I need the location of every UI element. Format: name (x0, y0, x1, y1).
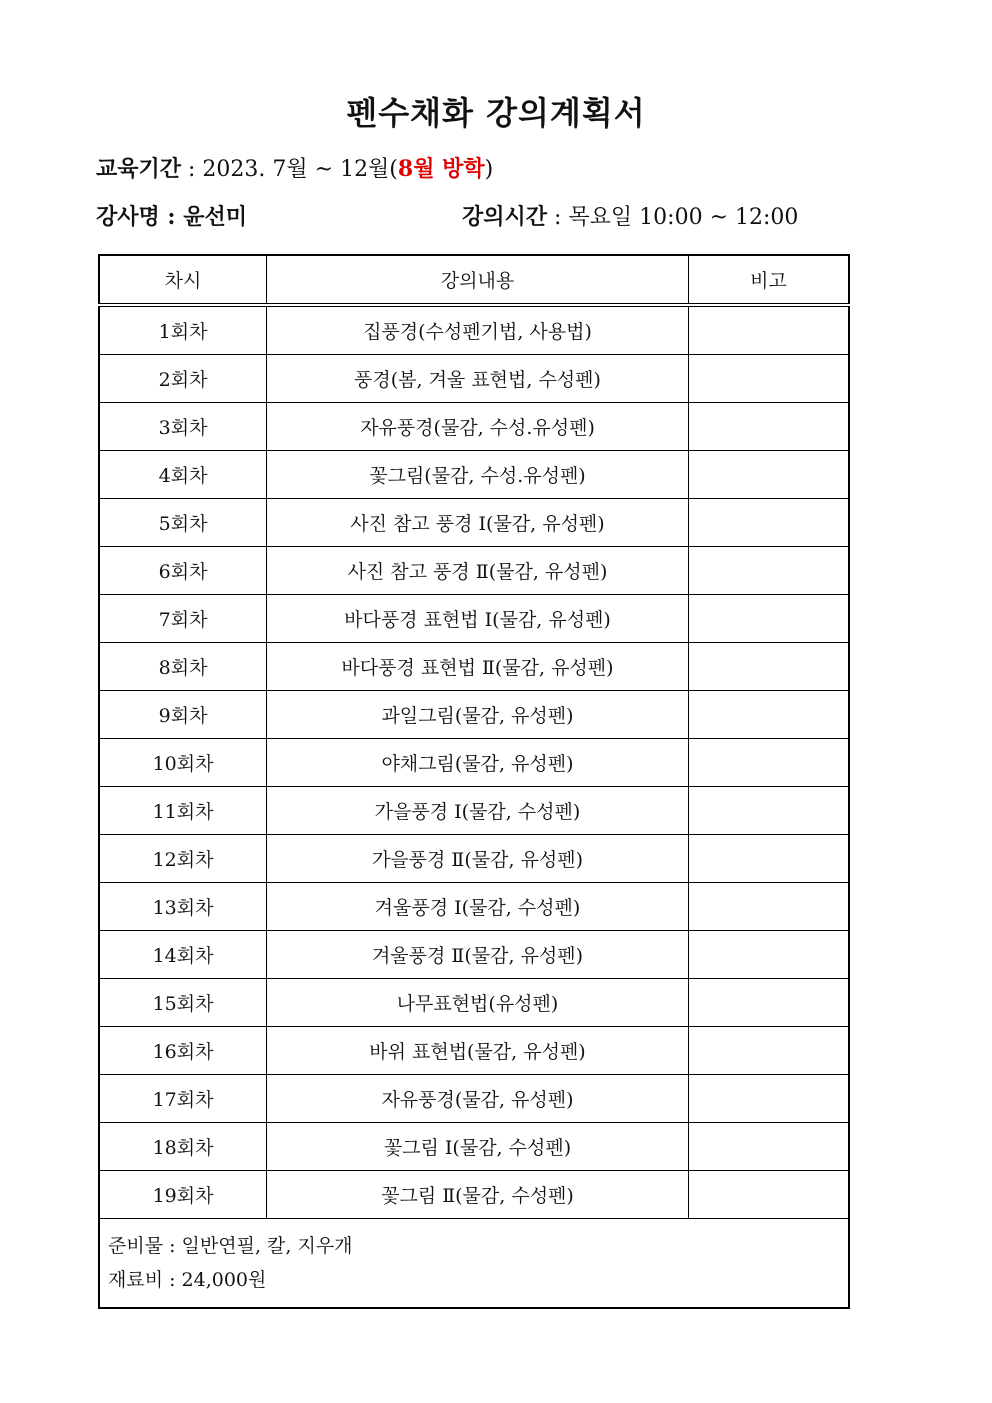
note-cell (688, 403, 849, 451)
table-row (99, 979, 849, 1027)
table-row (99, 643, 849, 691)
session-cell: 6회차 (99, 547, 267, 595)
session-cell: 14회차 (99, 931, 267, 979)
header-session: 차시 (99, 255, 267, 305)
content-cell: 꽃그림 Ⅰ(물감, 수성펜) (267, 1123, 689, 1171)
period-value: 2023. 7월 ~ 12월( (202, 157, 398, 182)
content-cell: 나무표현법(유성펜) (267, 979, 689, 1027)
footer-cell (99, 1219, 849, 1309)
content-cell: 자유풍경(물감, 유성펜) (267, 1075, 689, 1123)
content-cell: 꽃그림 Ⅱ(물감, 수성펜) (267, 1171, 689, 1219)
session-cell: 2회차 (99, 355, 267, 403)
table-row (99, 691, 849, 739)
session-cell: 3회차 (99, 403, 267, 451)
note-cell (688, 931, 849, 979)
content-cell: 가을풍경 Ⅱ(물감, 유성펜) (267, 835, 689, 883)
header-content: 강의내용 (267, 255, 689, 305)
session-cell: 4회차 (99, 451, 267, 499)
table-row (99, 787, 849, 835)
note-cell (688, 355, 849, 403)
table-row (99, 451, 849, 499)
content-cell: 집풍경(수성펜기법, 사용법) (267, 305, 689, 355)
note-cell (688, 451, 849, 499)
note-cell (688, 739, 849, 787)
fee-text: 재료비 : 24,000원 (108, 1269, 267, 1291)
table-row (99, 1075, 849, 1123)
note-cell (688, 979, 849, 1027)
content-cell: 과일그림(물감, 유성펜) (267, 691, 689, 739)
table-row (99, 1123, 849, 1171)
note-cell (688, 547, 849, 595)
table-row (99, 547, 849, 595)
session-cell: 12회차 (99, 835, 267, 883)
content-cell: 바다풍경 표현법 Ⅱ(물감, 유성펜) (267, 643, 689, 691)
session-cell: 19회차 (99, 1171, 267, 1219)
note-cell (688, 883, 849, 931)
content-cell: 자유풍경(물감, 수성.유성펜) (267, 403, 689, 451)
content-cell: 야채그림(물감, 유성펜) (267, 739, 689, 787)
note-cell (688, 643, 849, 691)
time-label: 강의시간 (462, 204, 548, 230)
note-cell (688, 1075, 849, 1123)
note-cell (688, 305, 849, 355)
session-cell: 11회차 (99, 787, 267, 835)
session-cell: 7회차 (99, 595, 267, 643)
table-row (99, 403, 849, 451)
content-cell: 사진 참고 풍경 Ⅱ(물감, 유성펜) (267, 547, 689, 595)
document-title: 펜수채화 강의계획서 (346, 94, 646, 132)
instructor-line (96, 200, 247, 231)
instructor-name: 윤선미 (183, 204, 247, 230)
session-cell: 18회차 (99, 1123, 267, 1171)
table-header-row (99, 255, 849, 305)
note-cell (688, 1171, 849, 1219)
session-cell: 8회차 (99, 643, 267, 691)
table-row (99, 739, 849, 787)
content-cell: 바다풍경 표현법 Ⅰ(물감, 유성펜) (267, 595, 689, 643)
period-separator: : (181, 157, 203, 182)
time-value: 목요일 10:00 ~ 12:00 (568, 205, 799, 230)
table-row (99, 305, 849, 355)
content-cell: 가을풍경 Ⅰ(물감, 수성펜) (267, 787, 689, 835)
lecture-time (462, 200, 798, 231)
period-close: ) (484, 157, 494, 182)
content-cell: 사진 참고 풍경 Ⅰ(물감, 유성펜) (267, 499, 689, 547)
note-cell (688, 1027, 849, 1075)
session-cell: 5회차 (99, 499, 267, 547)
header-note: 비고 (688, 255, 849, 305)
lecture-plan-table (98, 254, 850, 1309)
table-row (99, 931, 849, 979)
session-cell: 10회차 (99, 739, 267, 787)
session-cell: 17회차 (99, 1075, 267, 1123)
content-cell: 풍경(봄, 겨울 표현법, 수성펜) (267, 355, 689, 403)
session-cell: 9회차 (99, 691, 267, 739)
table-row (99, 1171, 849, 1219)
education-period (96, 152, 493, 183)
footer-row (99, 1219, 849, 1309)
period-label: 교육기간 (96, 156, 182, 182)
time-separator: : (547, 205, 569, 230)
content-cell: 바위 표현법(물감, 유성펜) (267, 1027, 689, 1075)
note-cell (688, 595, 849, 643)
session-cell: 1회차 (99, 305, 267, 355)
table-row (99, 1027, 849, 1075)
content-cell: 꽃그림(물감, 수성.유성펜) (267, 451, 689, 499)
table-row (99, 355, 849, 403)
note-cell (688, 835, 849, 883)
table-row (99, 595, 849, 643)
table-row (99, 835, 849, 883)
session-cell: 15회차 (99, 979, 267, 1027)
instructor-label: 강사명 : (96, 204, 184, 230)
vacation-highlight: 8월 방학 (397, 156, 485, 182)
table-row (99, 883, 849, 931)
materials-text: 준비물 : 일반연필, 칼, 지우개 (108, 1235, 353, 1257)
session-cell: 13회차 (99, 883, 267, 931)
note-cell (688, 1123, 849, 1171)
session-cell: 16회차 (99, 1027, 267, 1075)
note-cell (688, 787, 849, 835)
note-cell (688, 499, 849, 547)
content-cell: 겨울풍경 Ⅱ(물감, 유성펜) (267, 931, 689, 979)
table-row (99, 499, 849, 547)
content-cell: 겨울풍경 Ⅰ(물감, 수성펜) (267, 883, 689, 931)
note-cell (688, 691, 849, 739)
